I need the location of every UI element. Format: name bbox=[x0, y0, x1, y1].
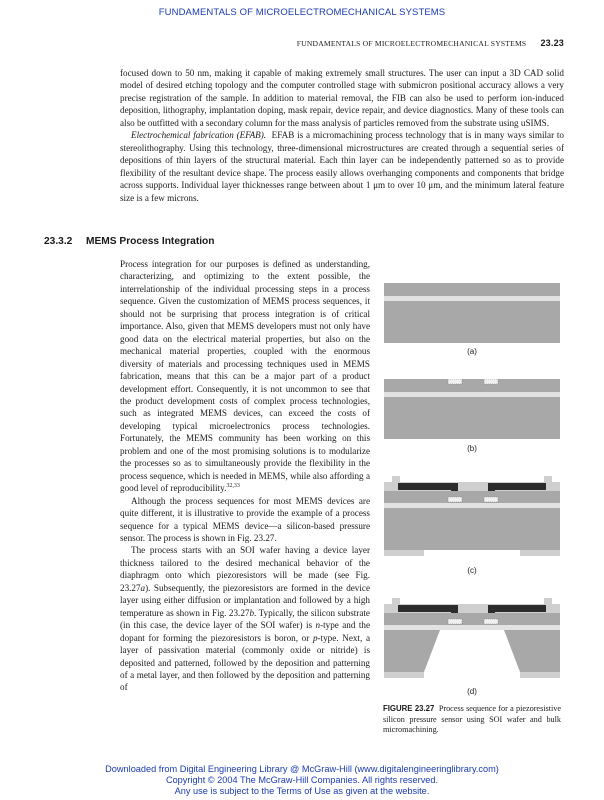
backside-oxide-right bbox=[520, 550, 560, 556]
metal-right bbox=[488, 605, 546, 612]
intro-paragraph: focused down to 50 nm, making it capable of making extremely small structures. The user can input a 3D CAD solid model of desired etching topology and the computer controlled stage with submicron positional accuracy allows a very precise registration of the sample. In addition to material removal, the FIB can also be used to perform ion-induced deposition, lithography, implantation doping, mask repair, device repair, and device diagnostics. Many of these tools can also be outfitted with a secondary column for the mass analysis of particles removed from the substrate using uSIMS. bbox=[120, 68, 564, 128]
figure-d-diagram bbox=[384, 598, 560, 684]
reference-superscript: 32,33 bbox=[226, 483, 240, 490]
p3-italic-c: n bbox=[315, 620, 321, 631]
piezoresistor-right bbox=[484, 619, 498, 624]
substrate bbox=[384, 508, 560, 550]
body-paragraph-3 bbox=[120, 544, 370, 693]
figure-a-diagram bbox=[384, 283, 560, 343]
intro-text-block bbox=[120, 67, 564, 204]
figure-label-d: (d) bbox=[467, 687, 477, 696]
device-layer bbox=[384, 491, 560, 503]
backside-oxide-right bbox=[520, 672, 560, 678]
backside-oxide-left bbox=[384, 550, 424, 556]
metal-right bbox=[488, 483, 546, 490]
figure-panel-a bbox=[384, 283, 560, 343]
passivation-bump-left bbox=[392, 598, 400, 606]
substrate bbox=[384, 397, 560, 439]
figure-b-diagram bbox=[384, 379, 560, 439]
figure-label-b: (b) bbox=[467, 444, 477, 453]
running-head bbox=[120, 38, 564, 48]
buried-oxide bbox=[384, 392, 560, 397]
efab-body: EFAB is a micromachining process technology that is in many ways similar to stereolithography. Using this technology, three-dimensional microstructures are created through a sequential series of depositions of thin layers of the structural material. Each thin layer can be independently patterned so as to provide flexibility of the resultant device shape. The process easily allows overhanging components and components that bridge across supports. Individual layer thicknesses range between about 1 μm to over 10 μm, and the minimum lateral feature size is a few microns. bbox=[120, 130, 564, 203]
footer-copyright-line: Copyright © 2004 The McGraw-Hill Companies. All rights reserved. bbox=[165, 775, 439, 785]
metal-left bbox=[398, 605, 458, 612]
figure-panel-b bbox=[384, 379, 560, 439]
device-layer bbox=[384, 283, 560, 296]
section-heading bbox=[44, 236, 215, 247]
p3-italic-a: a bbox=[140, 582, 146, 593]
efab-paragraph bbox=[120, 129, 564, 204]
piezoresistor-left bbox=[448, 379, 462, 384]
piezoresistor-right bbox=[484, 379, 498, 384]
passivation-bump-right bbox=[544, 598, 552, 606]
backside-oxide-left bbox=[384, 672, 424, 678]
substrate bbox=[384, 301, 560, 343]
body-paragraph-1-text: Process integration for our purposes is defined as understanding, characterizing, and optimizing to the extent possible, the interrelationship of the individual processing steps in a process sequence. Given the customization of MEMS process sequences, it should not be surprising that process integration is of critical importance. Also, given that MEMS developers must not only have good data on the electrical material properties, but also on the mechanical material properties, coupled with the enormous diversity of materials and processing techniques used in MEMS fabrication, means that this can be a major part of a product development effort. Consequently, it is not uncommon to see that the product development costs of complex process technologies, such as integrated MEMS devices, can exceed the costs of developing typical microelectronics process technologies. Fortunately, the MEMS community has been working on this problem and one of the most promising solutions is to modularize the processes so as to simultaneously provide the flexibility in the process sequence, which is needed in MEMS, while also affording a good level of reproducibility. bbox=[120, 259, 370, 494]
page-footer bbox=[0, 764, 604, 797]
footer-terms-line[interactable]: Any use is subject to the Terms of Use as given at the website. bbox=[174, 786, 430, 796]
p3-italic-d: p bbox=[312, 632, 318, 643]
buried-oxide bbox=[384, 296, 560, 301]
buried-oxide bbox=[384, 625, 560, 630]
p3-text-d: -type and the dopant for forming the piezoresistors is boron, or bbox=[120, 620, 370, 643]
page-number: 23.23 bbox=[540, 38, 564, 48]
page-banner-top: FUNDAMENTALS OF MICROELECTROMECHANICAL SYSTEMS bbox=[158, 7, 446, 18]
figure-label-c: (c) bbox=[467, 566, 477, 575]
figure-caption bbox=[383, 704, 561, 736]
device-layer bbox=[384, 379, 560, 392]
metal-left bbox=[398, 483, 458, 490]
section-title: MEMS Process Integration bbox=[86, 236, 215, 247]
substrate-right-etched bbox=[504, 630, 560, 672]
piezoresistor-left bbox=[448, 619, 462, 624]
substrate-left-etched bbox=[384, 630, 440, 672]
body-column bbox=[120, 258, 370, 694]
figure-caption-label: FIGURE 23.27 bbox=[383, 704, 435, 713]
piezoresistor-right bbox=[484, 497, 498, 502]
passivation-bump-left bbox=[392, 476, 400, 484]
figure-c-diagram bbox=[384, 476, 560, 562]
body-paragraph-2: Although the process sequences for most MEMS devices are quite different, it is illustrative to provide the example of a process sequence for a typical MEMS device—a silicon-based pressure sensor. The process is shown in Fig. 23.27. bbox=[120, 495, 370, 543]
figure-panel-d bbox=[384, 598, 560, 684]
section-number: 23.3.2 bbox=[44, 236, 73, 247]
figure-label-a: (a) bbox=[467, 347, 477, 356]
buried-oxide bbox=[384, 503, 560, 508]
footer-download-line[interactable]: Downloaded from Digital Engineering Library @ McGraw-Hill (www.digitalengineeringlibrary.com) bbox=[105, 764, 499, 774]
device-layer bbox=[384, 613, 560, 625]
body-paragraph-1 bbox=[120, 258, 370, 495]
passivation-bump-right bbox=[544, 476, 552, 484]
p3-text-c: . Typically, the silicon substrate (in this case, the device layer of the SOI wafer) is bbox=[120, 607, 370, 631]
p3-text-a: The process starts with an SOI wafer having a device layer thickness tailored to the desired mechanical behavior of the diaphragm onto which piezoresistors will be made (see Fig. 23.27 bbox=[120, 545, 370, 593]
figure-panel-c bbox=[384, 476, 560, 562]
piezoresistor-left bbox=[448, 497, 462, 502]
p3-text-b: ). Subsequently, the piezoresistors are formed in the device layer using either diffusion or implantation and followed by a high temperature as shown in Fig. 23.27 bbox=[120, 582, 370, 618]
p3-text-e: -type. Next, a layer of passivation material (commonly oxide or nitride) is deposited and patterned, followed by the deposition and patterning of a metal layer, and then followed by the deposition and patterning of bbox=[120, 632, 370, 693]
efab-term: Electrochemical fabrication (EFAB). bbox=[131, 130, 267, 141]
running-head-title: FUNDAMENTALS OF MICROELECTROMECHANICAL SYSTEMS bbox=[296, 39, 527, 48]
p3-italic-b: b bbox=[249, 607, 255, 618]
figure-caption-text: Process sequence for a piezoresistive silicon pressure sensor using SOI wafer and bulk micromachining. bbox=[383, 704, 561, 734]
